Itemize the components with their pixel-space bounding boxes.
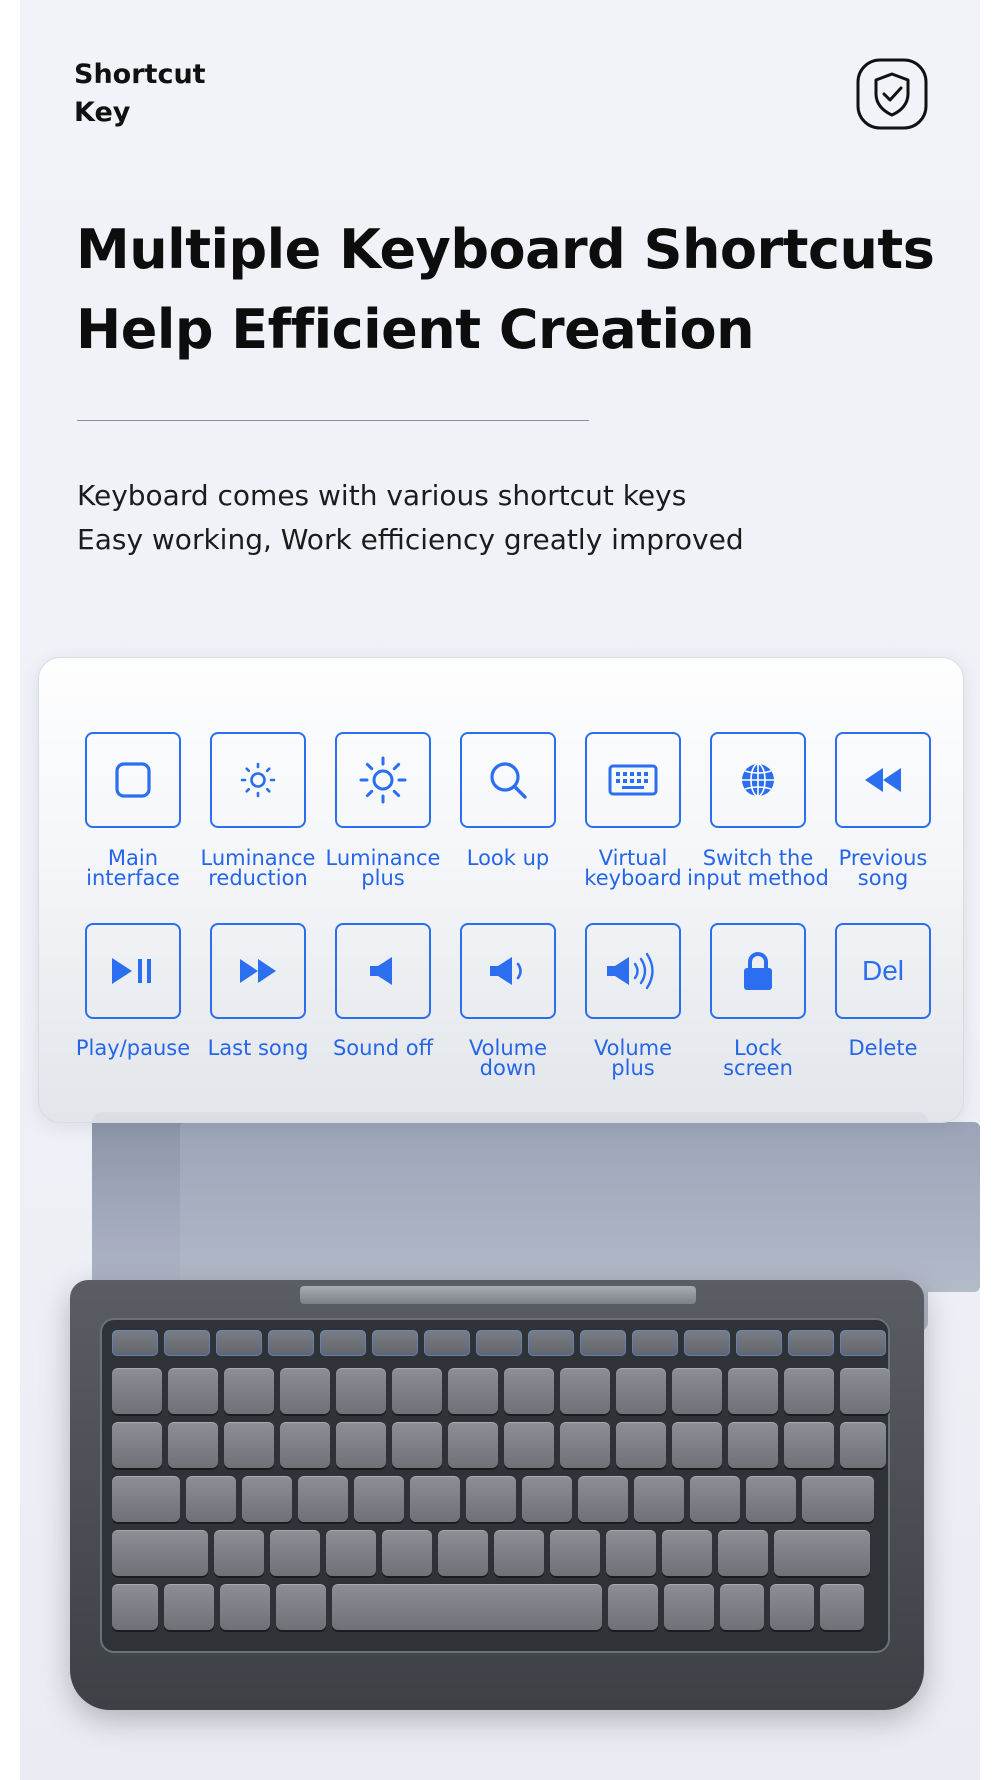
shortcut-tile-main-interface xyxy=(85,732,181,828)
keyboard-key-row xyxy=(112,1530,870,1576)
keyboard-key xyxy=(326,1530,376,1576)
keyboard-key xyxy=(784,1422,834,1468)
keyboard-key xyxy=(728,1422,778,1468)
keyboard-key xyxy=(112,1368,162,1414)
lock-icon xyxy=(741,950,775,992)
keyboard-key xyxy=(802,1476,874,1522)
volume-up-icon xyxy=(603,951,663,991)
headline-line-1: Multiple Keyboard Shortcuts xyxy=(76,218,935,281)
shortcut-tile-luminance-reduction xyxy=(210,732,306,828)
divider xyxy=(77,420,589,421)
globe-icon xyxy=(738,760,778,800)
keyboard-key xyxy=(560,1368,610,1414)
keyboard-key xyxy=(672,1368,722,1414)
keyboard-key xyxy=(112,1476,180,1522)
brand-label: Shortcut Key xyxy=(74,59,206,128)
square-icon xyxy=(113,760,153,800)
keyboard-key-row xyxy=(112,1476,874,1522)
keyboard-key xyxy=(168,1368,218,1414)
shortcut-label-look-up: Look up xyxy=(466,846,550,870)
shortcut-label-last-song: Last song xyxy=(207,1036,309,1060)
keyboard-key xyxy=(746,1476,796,1522)
keyboard-key xyxy=(448,1368,498,1414)
keyboard-key xyxy=(186,1476,236,1522)
keyboard-key xyxy=(112,1584,158,1630)
keyboard-key xyxy=(718,1530,768,1576)
keyboard-illustration xyxy=(20,1100,980,1780)
shortcut-label-main-interface: Main interface xyxy=(86,846,180,890)
keyboard-key xyxy=(634,1476,684,1522)
keyboard-key xyxy=(332,1584,602,1630)
keyboard-key xyxy=(560,1422,610,1468)
shortcut-label-sound-off: Sound off xyxy=(332,1036,434,1060)
keyboard-key xyxy=(224,1368,274,1414)
keyboard-key xyxy=(112,1330,158,1356)
keyboard-key xyxy=(662,1530,712,1576)
keyboard-key xyxy=(336,1368,386,1414)
shortcut-tile-previous-song xyxy=(835,732,931,828)
keyboard-key xyxy=(522,1476,572,1522)
shortcut-label-switch-input-method: Switch the input method xyxy=(687,846,829,890)
keyboard-key xyxy=(220,1584,270,1630)
keyboard-key xyxy=(224,1422,274,1468)
keyboard-key-row xyxy=(112,1584,864,1630)
shortcut-label-previous-song: Previous song xyxy=(838,846,928,890)
large-sun-icon xyxy=(358,755,408,805)
keyboard-key xyxy=(164,1330,210,1356)
small-sun-icon xyxy=(236,758,280,802)
shortcut-label-delete: Delete xyxy=(848,1036,918,1060)
keyboard-key xyxy=(784,1368,834,1414)
keyboard-key xyxy=(448,1422,498,1468)
keyboard-key xyxy=(280,1422,330,1468)
keyboard-deck xyxy=(100,1318,890,1653)
product-page xyxy=(20,0,980,1780)
rewind-icon xyxy=(861,766,905,794)
keyboard-hinge xyxy=(300,1286,696,1304)
keyboard-key xyxy=(320,1330,366,1356)
shortcut-tile-volume-down xyxy=(460,923,556,1019)
keyboard-key xyxy=(298,1476,348,1522)
keyboard-key xyxy=(112,1530,208,1576)
keyboard-key-row xyxy=(112,1422,886,1468)
keyboard-key xyxy=(382,1530,432,1576)
keyboard-key xyxy=(494,1530,544,1576)
keyboard-key xyxy=(616,1368,666,1414)
shortcut-tile-sound-off xyxy=(335,923,431,1019)
keyboard-key xyxy=(720,1584,764,1630)
keyboard-key xyxy=(770,1584,814,1630)
keyboard-key xyxy=(580,1330,626,1356)
keyboard-key xyxy=(270,1530,320,1576)
keyboard-key xyxy=(840,1330,886,1356)
keyboard-key xyxy=(336,1422,386,1468)
keyboard-key xyxy=(112,1422,162,1468)
shortcut-tile-volume-plus xyxy=(585,923,681,1019)
keyboard-key xyxy=(392,1422,442,1468)
keyboard-key xyxy=(438,1530,488,1576)
keyboard-key xyxy=(788,1330,834,1356)
shortcut-tile-lock-screen xyxy=(710,923,806,1019)
shortcut-label-luminance-reduction: Luminance reduction xyxy=(200,846,316,890)
delete-key-icon: Del xyxy=(861,955,904,986)
keyboard-key xyxy=(578,1476,628,1522)
shortcut-tile-switch-input-method xyxy=(710,732,806,828)
keyboard-key xyxy=(672,1422,722,1468)
keyboard-key xyxy=(840,1422,886,1468)
keyboard-key xyxy=(504,1368,554,1414)
keyboard-key xyxy=(616,1422,666,1468)
keyboard-key xyxy=(242,1476,292,1522)
volume-down-icon xyxy=(486,954,530,988)
fast-forward-icon xyxy=(236,957,280,985)
shortcut-label-volume-down: Volume down xyxy=(468,1036,548,1080)
shortcut-panel xyxy=(38,657,964,1123)
play-pause-icon xyxy=(110,956,156,986)
shortcut-tile-delete xyxy=(835,923,931,1019)
keyboard-icon xyxy=(608,764,658,796)
shortcut-tile-look-up xyxy=(460,732,556,828)
keyboard-key xyxy=(214,1530,264,1576)
headline xyxy=(76,210,936,370)
headline-line-2: Help Efficient Creation xyxy=(76,298,755,361)
keyboard-key xyxy=(736,1330,782,1356)
keyboard-key xyxy=(632,1330,678,1356)
speaker-mute-icon xyxy=(366,954,400,988)
keyboard-key xyxy=(840,1368,890,1414)
keyboard-key xyxy=(606,1530,656,1576)
shortcut-label-lock-screen: Lock screen xyxy=(723,1036,793,1080)
keyboard-key xyxy=(280,1368,330,1414)
shortcut-tile-play-pause xyxy=(85,923,181,1019)
keyboard-key xyxy=(476,1330,522,1356)
search-icon xyxy=(486,758,530,802)
keyboard-key xyxy=(410,1476,460,1522)
shield-check-icon xyxy=(856,58,928,130)
keyboard-key xyxy=(424,1330,470,1356)
keyboard-key xyxy=(216,1330,262,1356)
keyboard-key xyxy=(268,1330,314,1356)
keyboard-key xyxy=(608,1584,658,1630)
keyboard-key xyxy=(164,1584,214,1630)
keyboard-key xyxy=(276,1584,326,1630)
keyboard-key xyxy=(820,1584,864,1630)
keyboard-key xyxy=(354,1476,404,1522)
keyboard-key-row xyxy=(112,1330,886,1356)
keyboard-key xyxy=(774,1530,870,1576)
keyboard-key xyxy=(466,1476,516,1522)
keyboard-key xyxy=(728,1368,778,1414)
shortcut-tile-last-song xyxy=(210,923,306,1019)
subtext xyxy=(77,474,897,562)
keyboard-key xyxy=(504,1422,554,1468)
keyboard-key xyxy=(550,1530,600,1576)
shortcut-label-play-pause: Play/pause xyxy=(75,1036,191,1060)
tablet-glass xyxy=(180,1122,980,1292)
subtext-line-1: Keyboard comes with various shortcut keys xyxy=(77,479,687,512)
keyboard-key xyxy=(664,1584,714,1630)
keyboard-key xyxy=(684,1330,730,1356)
shortcut-tile-virtual-keyboard xyxy=(585,732,681,828)
keyboard-key xyxy=(690,1476,740,1522)
keyboard-key xyxy=(372,1330,418,1356)
shortcut-label-luminance-plus: Luminance plus xyxy=(325,846,441,890)
shortcut-label-volume-plus: Volume plus xyxy=(593,1036,673,1080)
subtext-line-2: Easy working, Work efficiency greatly improved xyxy=(77,523,744,556)
keyboard-key xyxy=(168,1422,218,1468)
shortcut-label-virtual-keyboard: Virtual keyboard xyxy=(584,846,682,890)
keyboard-key xyxy=(528,1330,574,1356)
keyboard-key-row xyxy=(112,1368,890,1414)
shortcut-tile-luminance-plus xyxy=(335,732,431,828)
keyboard-key xyxy=(392,1368,442,1414)
